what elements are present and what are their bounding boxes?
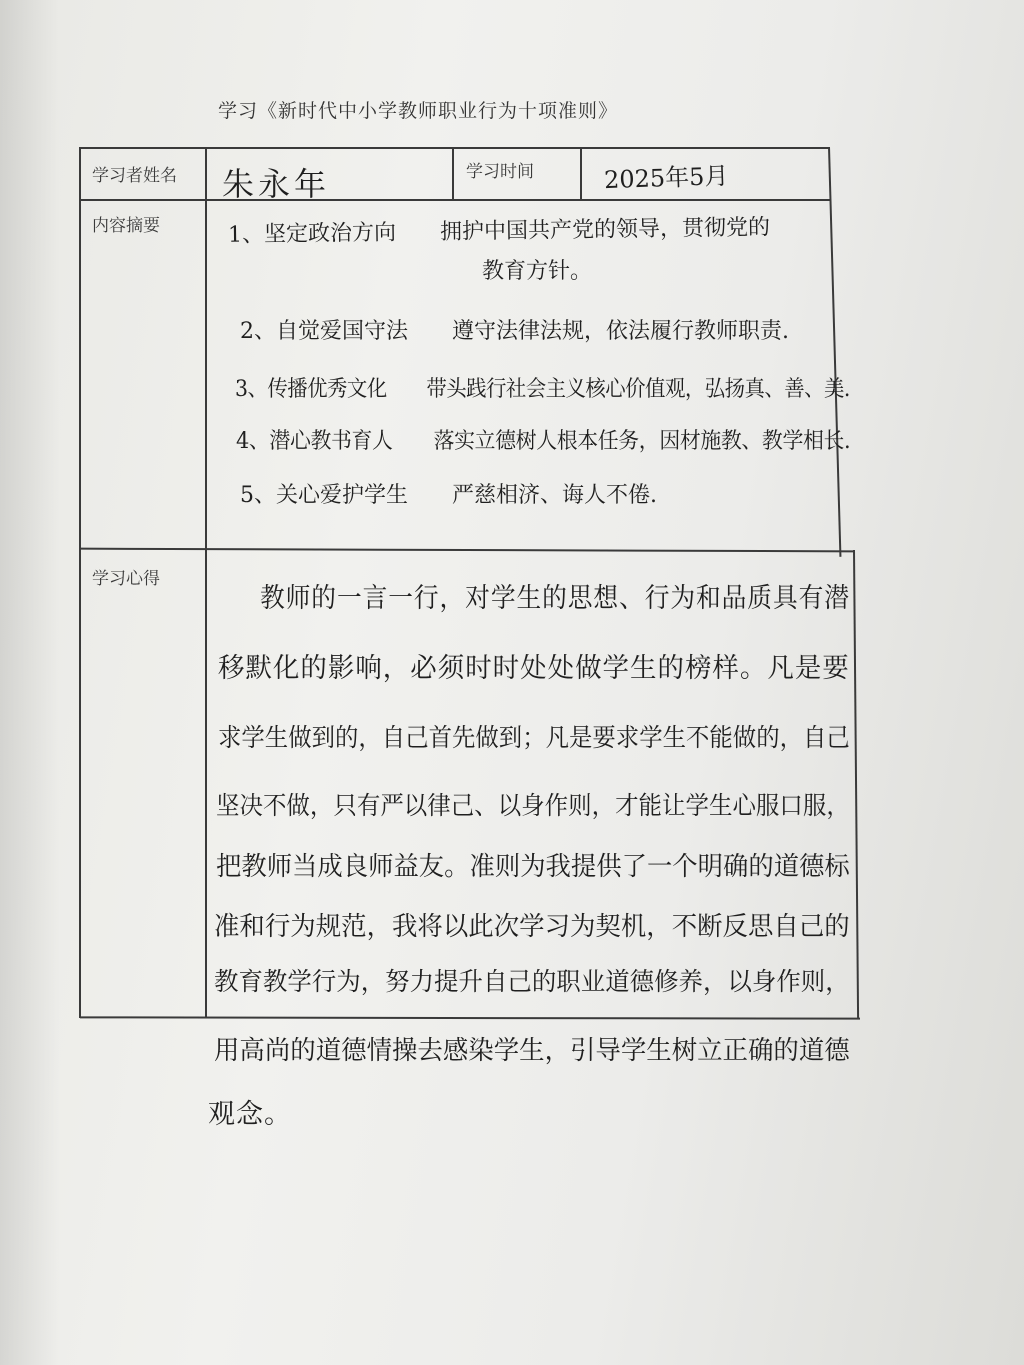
table-bottom-border	[80, 1016, 860, 1019]
reflection-line: 教师的一言一行，对学生的思想、行为和品质具有潜	[260, 583, 850, 614]
summary-item: 3、传播优秀文化 带头践行社会主义核心价值观，弘扬真、善、美.	[235, 377, 850, 402]
table-row1-divider	[79, 199, 831, 201]
summary-label: 内容摘要	[92, 216, 160, 236]
summary-item: 5、关心爱护学生 严慈相济、诲人不倦.	[240, 483, 657, 508]
table-left-border	[79, 147, 81, 1018]
summary-item: 1、坚定政治方向 拥护中国共产党的领导，贯彻党的	[227, 215, 771, 248]
reflection-line: 求学生做到的，自己首先做到；凡是要求学生不能做的，自己	[218, 723, 850, 752]
reflection-line: 准和行为规范，我将以此次学习为契机，不断反思自己的	[214, 912, 850, 942]
summary-item: 教育方针。	[482, 259, 593, 284]
reflection-label: 学习心得	[92, 569, 160, 589]
table-time-label-right	[580, 147, 582, 200]
table-right-border	[828, 147, 841, 557]
reflection-line: 移默化的影响，必须时时处处做学生的榜样。凡是要	[218, 653, 850, 684]
document-title: 学习《新时代中小学教师职业行为十项准则》	[218, 100, 619, 122]
learner-name-value: 朱永年	[222, 165, 331, 203]
reflection-line: 观念。	[208, 1099, 292, 1130]
reflection-line: 用高尚的道德情操去感染学生，引导学生树立正确的道德	[214, 1036, 850, 1066]
reflection-line: 坚决不做，只有严以律己、以身作则，才能让学生心服口服，	[216, 791, 850, 820]
table-time-label-left	[452, 147, 454, 200]
table-top-border	[79, 147, 829, 149]
table-right-border-lower	[853, 550, 859, 1018]
time-label: 学习时间	[466, 162, 534, 182]
study-time-value: 2025年5月	[603, 161, 729, 195]
paper-shadow	[0, 0, 60, 1365]
table-label-divider	[205, 147, 207, 1018]
reflection-line: 把教师当成良师益友。准则为我提供了一个明确的道德标	[216, 852, 850, 882]
table-row2-divider	[80, 548, 854, 552]
summary-item: 4、潜心教书育人 落实立德树人根本任务，因材施教、教学相长.	[236, 429, 851, 454]
reflection-line: 教育教学行为，努力提升自己的职业道德修养，以身作则，	[214, 967, 850, 996]
summary-item: 2、自觉爱国守法 遵守法律法规，依法履行教师职责.	[240, 319, 789, 344]
name-label: 学习者姓名	[92, 166, 177, 186]
